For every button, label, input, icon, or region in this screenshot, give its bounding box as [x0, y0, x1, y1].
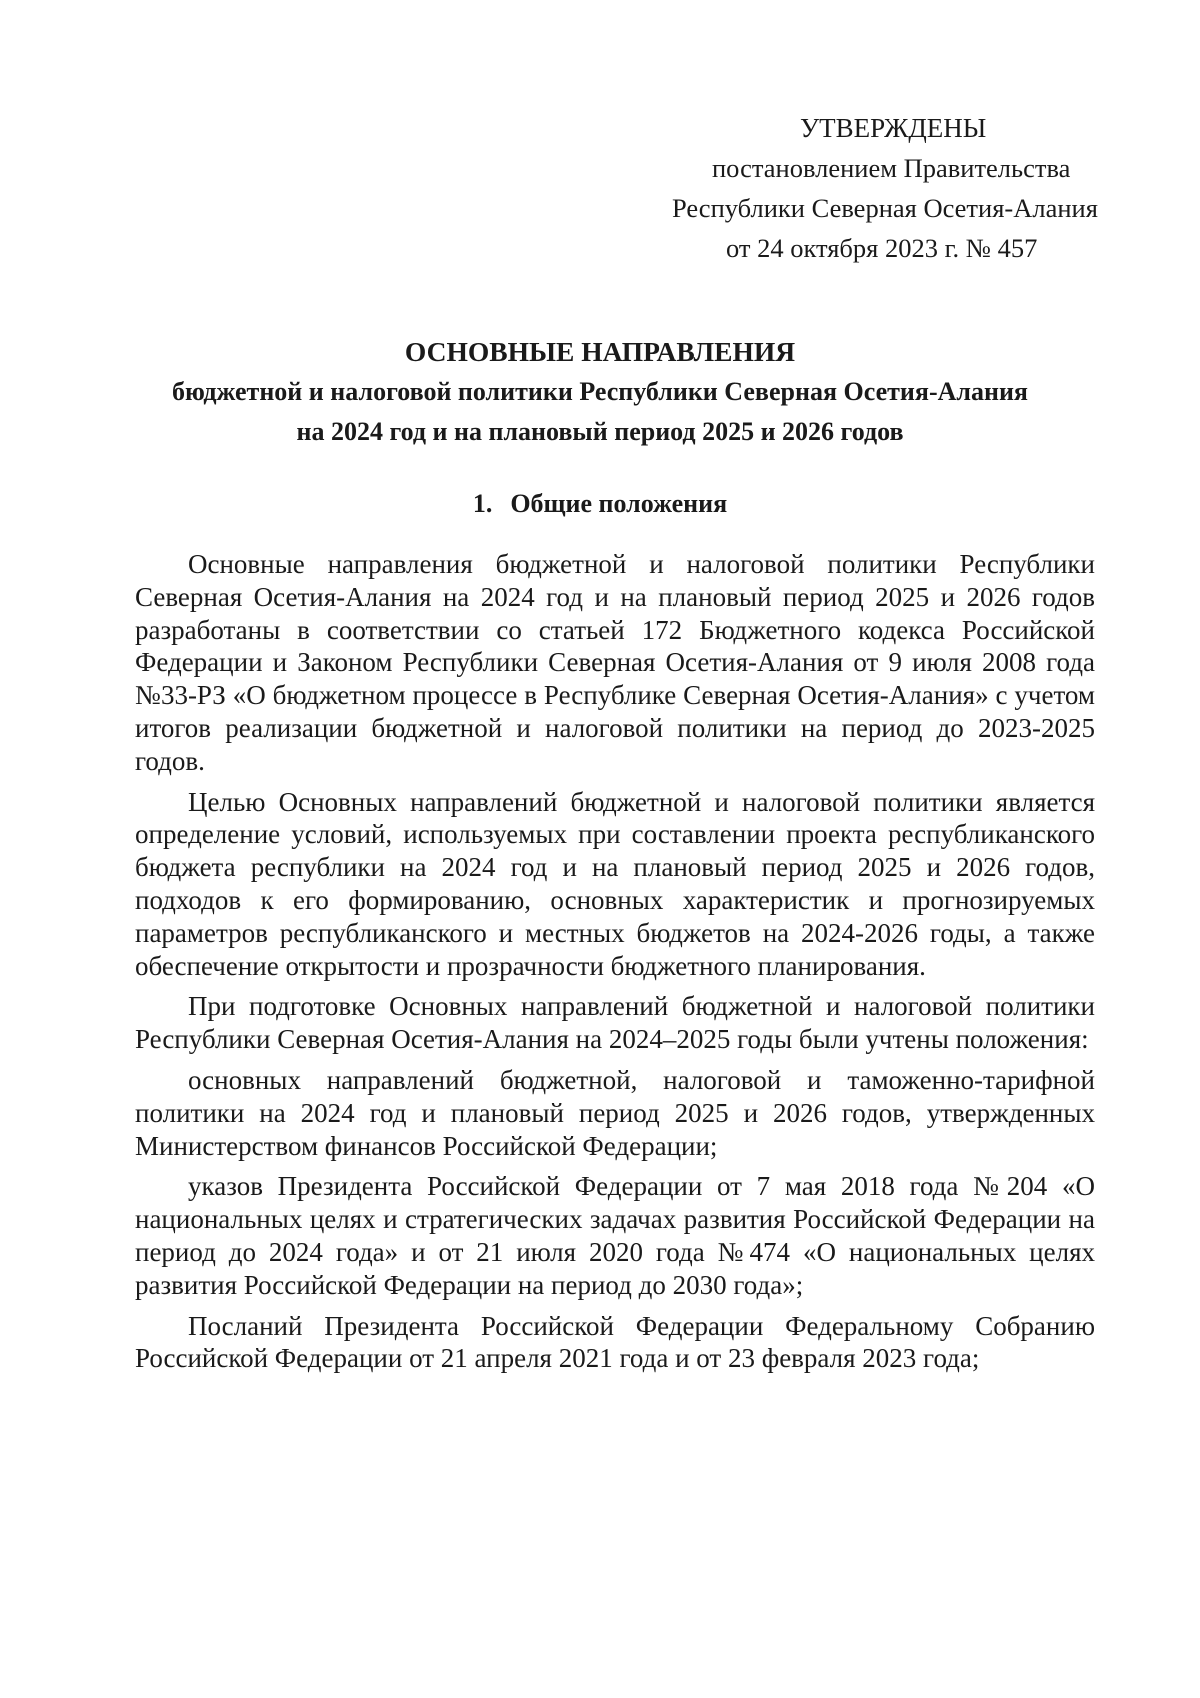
document-title-main: ОСНОВНЫЕ НАПРАВЛЕНИЯ [404, 336, 796, 367]
document-title [100, 332, 1100, 452]
approval-decree-line: постановлением Правительства [712, 153, 1071, 183]
approval-heading: УТВЕРЖДЕНЫ [800, 113, 987, 143]
document-body [135, 548, 1095, 1375]
paragraph: Основные направления бюджетной и налоговой политики Республики Северная Осетия-Алания на 2024 год и на плановый период 2025 и 2026 годов разработаны в соответствии со статьей 172 Бюджетного кодекса Российской Федерации и Законом Республики Северная Осетия-Алания от 9 июля 2008 года №33-РЗ «О бюджетном процессе в Республике Северная Осетия-Алания» с учетом итогов реализации бюджетной и налоговой политики на период до 2023-2025 годов. [135, 549, 1095, 776]
section-title: Общие положения [510, 489, 728, 518]
paragraph: основных направлений бюджетной, налоговой и таможенно-тарифной политики на 2024 год и плановый период 2025 и 2026 годов, утвержденных Министерством финансов Российской Федерации; [135, 1064, 1095, 1161]
approval-stamp [640, 108, 1140, 268]
section-number: 1. [472, 489, 493, 518]
paragraph: При подготовке Основных направлений бюджетной и налоговой политики Республики Северная Осетия-Алания на 2024–2025 годы были учтены положения: [135, 991, 1095, 1055]
approval-republic-line: Республики Северная Осетия-Алания [672, 193, 1098, 223]
document-title-period: на 2024 год и на плановый период 2025 и 2026 годов [296, 417, 904, 446]
approval-date-line: от 24 октября 2023 г. № 457 [726, 233, 1038, 263]
paragraph: Посланий Президента Российской Федерации Федеральному Собранию Российской Федерации от 21 апреля 2021 года и от 23 февраля 2023 года; [135, 1310, 1095, 1374]
paragraph: указов Президента Российской Федерации от 7 мая 2018 года №204 «О национальных целях и стратегических задачах развития Российской Федерации на период до 2024 года» и от 21 июля 2020 года №474 «О национальных целях развития Российской Федерации на период до 2030 года»; [135, 1171, 1095, 1300]
document-title-subtitle: бюджетной и налоговой политики Республики Северная Осетия-Алания [171, 377, 1029, 406]
paragraph: Целью Основных направлений бюджетной и налоговой политики является определение условий, используемых при составлении проекта республиканского бюджета республики на 2024 год и на плановый период 2025 и 2026 годов, подходов к его формированию, основных характеристик и прогнозируемых параметров республиканского и местных бюджетов на 2024-2026 годы, а также обеспечение открытости и прозрачности бюджетного планирования. [135, 786, 1095, 981]
section-heading [100, 484, 1100, 524]
